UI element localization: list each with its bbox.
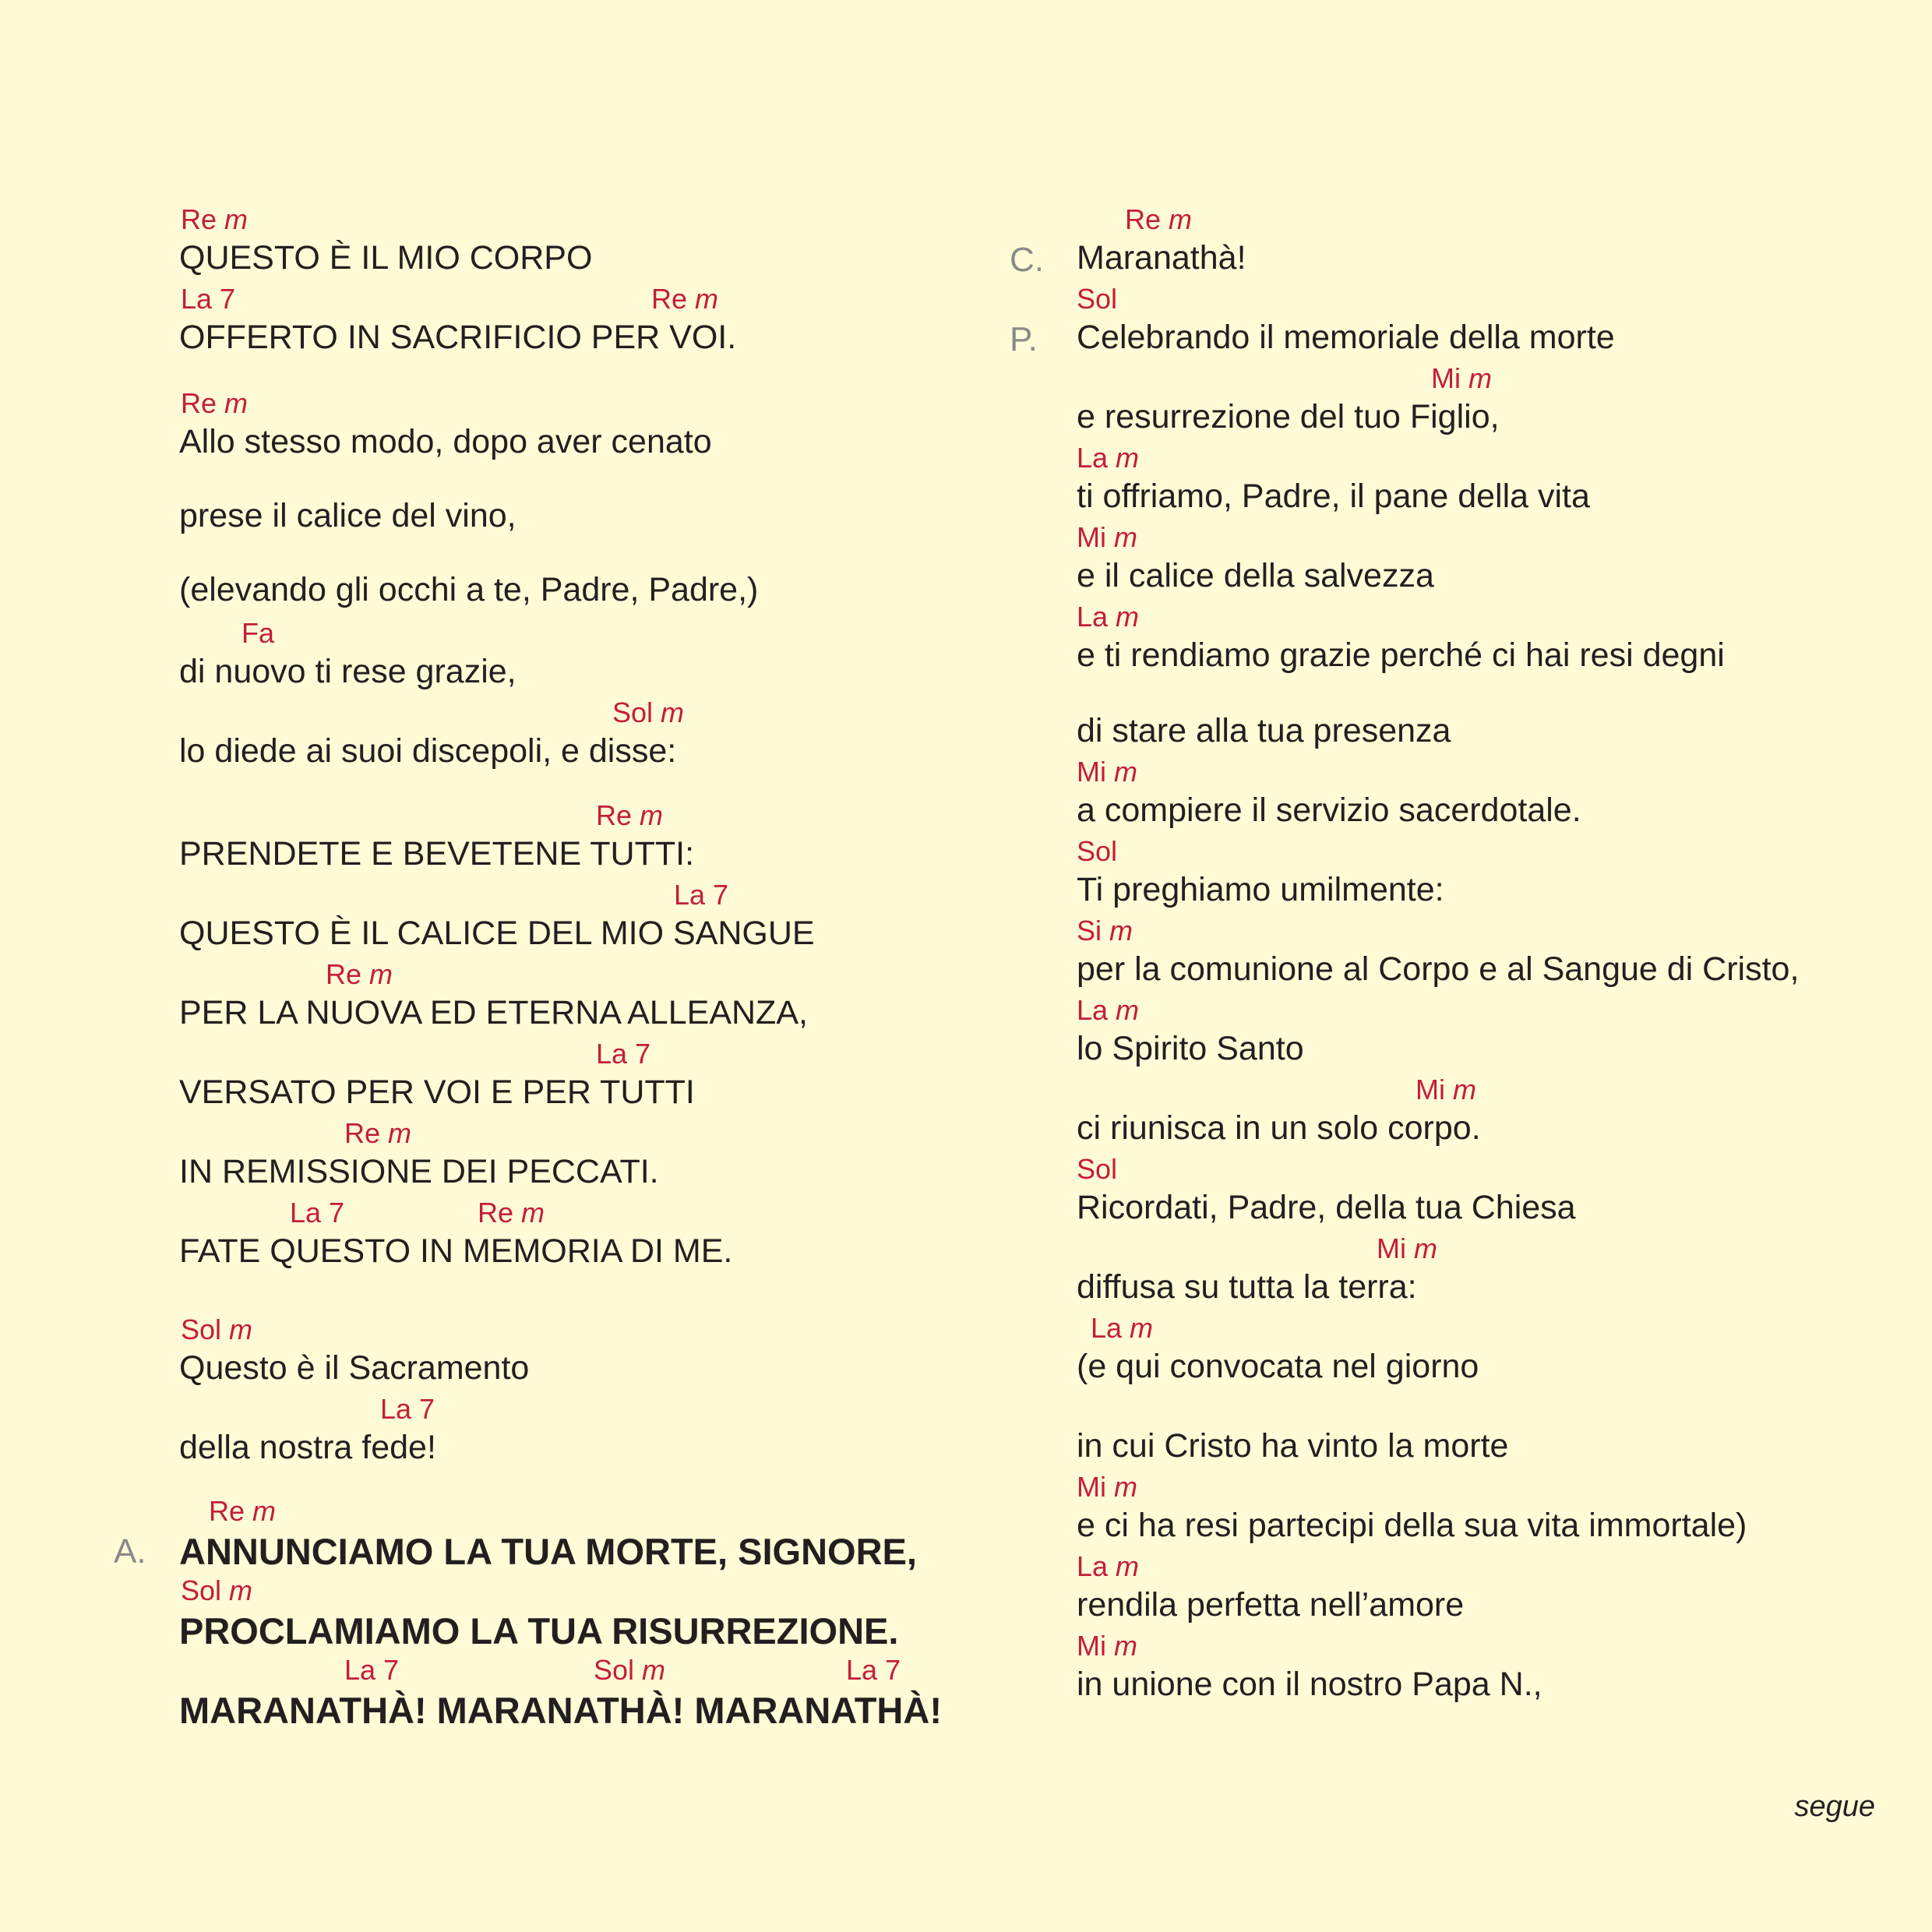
chord-label: Mi m (1077, 756, 1137, 788)
chord-label: Re m (209, 1495, 277, 1527)
left-lyric-line: (elevando gli occhi a te, Padre, Padre,) (179, 571, 759, 608)
chord-label: Sol (1077, 835, 1118, 867)
chord-label: Mi m (1077, 1630, 1137, 1662)
chord-label: Sol m (612, 696, 685, 728)
left-lyric-line: OFFERTO IN SACRIFICIO PER VOI. (179, 319, 737, 356)
left-lyric-line: QUESTO È IL CALICE DEL MIO SANGUE (179, 915, 815, 952)
right-lyric-line: e resurrezione del tuo Figlio, (1077, 398, 1500, 435)
left-lyric-line: MARANATHÀ! MARANATHÀ! MARANATHÀ! (179, 1690, 942, 1731)
left-lyric-line: Questo è il Sacramento (179, 1349, 530, 1387)
left-lyric-line: della nostra fede! (179, 1429, 436, 1466)
right-lyric-line: rendila perfetta nell’amore (1077, 1586, 1465, 1624)
chord-label: La 7 (674, 879, 729, 911)
left-lyric-line: FATE QUESTO IN MEMORIA DI ME. (179, 1232, 733, 1270)
speaker-marker: C. (1010, 241, 1044, 279)
speaker-marker: A. (114, 1532, 146, 1571)
chord-label: Mi m (1416, 1074, 1476, 1105)
chord-label: La m (1091, 1312, 1154, 1344)
chord-label: La 7 (596, 1038, 651, 1070)
left-lyric-line: PRENDETE E BEVETENE TUTTI: (179, 835, 695, 873)
chord-label: Mi m (1377, 1232, 1437, 1264)
chord-label: La 7 (380, 1393, 435, 1425)
chord-label: Re m (651, 283, 719, 315)
left-lyric-line: ANNUNCIAMO LA TUA MORTE, SIGNORE, (179, 1531, 917, 1572)
chord-label: Re m (478, 1197, 545, 1229)
right-lyric-line: e il calice della salvezza (1077, 557, 1434, 594)
left-lyric-line: QUESTO È IL MIO CORPO (179, 239, 593, 277)
chord-label: La m (1077, 994, 1140, 1026)
right-lyric-line: ci riunisca in un solo corpo. (1077, 1109, 1481, 1147)
left-lyric-line: PROCLAMIAMO LA TUA RISURREZIONE. (179, 1610, 899, 1652)
right-lyric-line: lo Spirito Santo (1077, 1030, 1304, 1067)
right-lyric-line: a compiere il servizio sacerdotale. (1077, 791, 1581, 829)
chord-label: Mi m (1077, 521, 1137, 553)
right-lyric-line: Celebrando il memoriale della morte (1077, 319, 1615, 356)
left-lyric-line: IN REMISSIONE DEI PECCATI. (179, 1153, 659, 1190)
chord-label: Re m (344, 1117, 412, 1149)
chord-label: Mi m (1431, 362, 1492, 394)
chord-label: Mi m (1077, 1471, 1137, 1503)
chord-label: Re m (1125, 203, 1193, 235)
chord-label: Sol (1077, 283, 1118, 315)
right-lyric-line: di stare alla tua presenza (1077, 712, 1451, 749)
chord-label: Re m (181, 387, 249, 419)
right-lyric-line: diffusa su tutta la terra: (1077, 1268, 1417, 1306)
right-lyric-line: Ricordati, Padre, della tua Chiesa (1077, 1189, 1576, 1226)
chord-label: Re m (596, 799, 664, 831)
chord-label: Sol m (181, 1574, 253, 1606)
segue-label: segue (1794, 1790, 1875, 1823)
right-lyric-line: Maranathà! (1077, 239, 1246, 277)
chord-label: La 7 (290, 1197, 345, 1229)
right-lyric-line: Ti preghiamo umilmente: (1077, 871, 1444, 908)
chord-label: La 7 (181, 283, 236, 315)
chord-label: Sol m (594, 1654, 666, 1686)
right-lyric-line: e ti rendiamo grazie perché ci hai resi degni (1077, 636, 1725, 674)
left-lyric-line: PER LA NUOVA ED ETERNA ALLEANZA, (179, 994, 808, 1031)
right-lyric-line: ti offriamo, Padre, il pane della vita (1077, 478, 1590, 515)
chord-label: Si m (1077, 915, 1133, 947)
chord-label: Re m (181, 203, 249, 235)
chord-label: Sol (1077, 1153, 1118, 1185)
chord-label: La 7 (344, 1654, 400, 1686)
chord-label: Sol m (181, 1313, 253, 1345)
right-lyric-line: e ci ha resi partecipi della sua vita immortale) (1077, 1507, 1747, 1544)
chord-label: La 7 (846, 1654, 901, 1686)
left-lyric-line: Allo stesso modo, dopo aver cenato (179, 423, 712, 460)
left-lyric-line: di nuovo ti rese grazie, (179, 653, 516, 690)
left-lyric-line: VERSATO PER VOI E PER TUTTI (179, 1074, 695, 1111)
chord-label: La m (1077, 1550, 1140, 1582)
right-lyric-line: in cui Cristo ha vinto la morte (1077, 1427, 1509, 1465)
speaker-marker: P. (1010, 320, 1038, 358)
right-lyric-line: per la comunione al Corpo e al Sangue di Cristo, (1077, 950, 1800, 988)
right-lyric-line: (e qui convocata nel giorno (1077, 1348, 1479, 1385)
left-lyric-line: lo diede ai suoi discepoli, e disse: (179, 732, 677, 770)
chord-label: Re m (326, 958, 393, 990)
right-lyric-line: in unione con il nostro Papa N., (1077, 1666, 1542, 1703)
chord-label: La m (1077, 442, 1140, 474)
chord-label: Fa (242, 617, 275, 649)
left-lyric-line: prese il calice del vino, (179, 497, 516, 534)
chord-label: La m (1077, 601, 1140, 633)
